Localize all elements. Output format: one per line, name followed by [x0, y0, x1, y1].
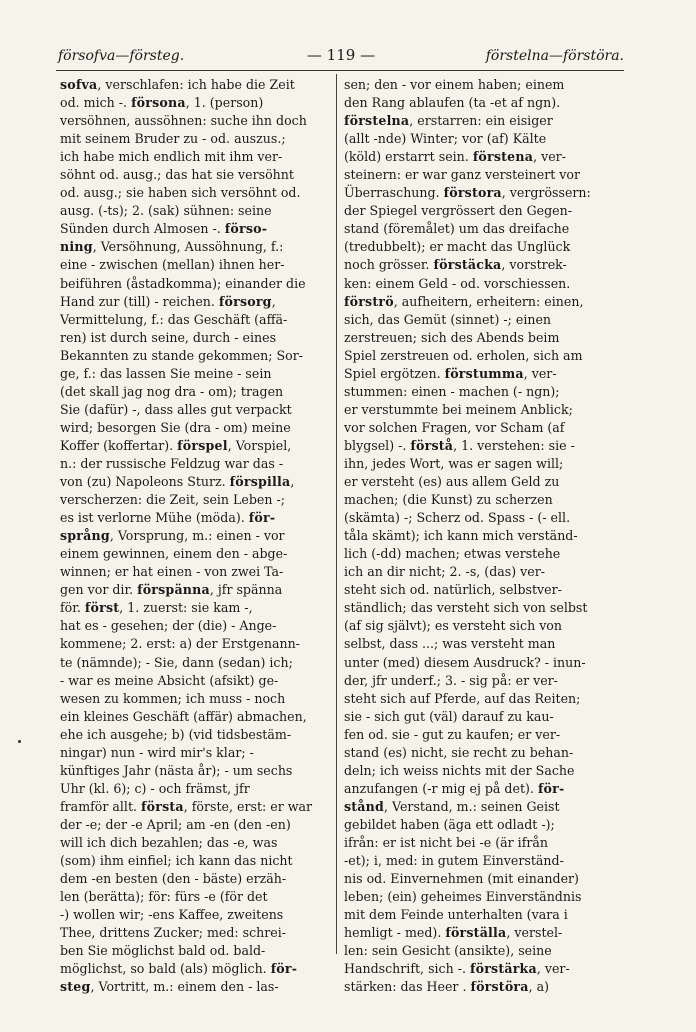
header-left-guideword: försofva—försteg.	[58, 48, 185, 64]
header-right-guideword: förstelna—förstöra.	[485, 48, 624, 64]
dictionary-line: Überraschung. förstora, vergrössern:	[344, 185, 591, 201]
dictionary-line: stummen: einen - machen (- ngn);	[344, 383, 560, 399]
right-column	[344, 76, 614, 996]
dictionary-line: ge, f.: das lassen Sie meine - sein	[60, 365, 272, 381]
dictionary-line: Vermittelung, f.: das Geschäft (affä-	[60, 311, 288, 327]
dictionary-line: ihn, jedes Wort, was er sagen will;	[344, 455, 564, 471]
left-column	[60, 76, 330, 996]
dictionary-line: ehe ich ausgehe; b) (vid tidsbestäm-	[60, 726, 292, 742]
dictionary-line: stånd, Verstand, m.: seinen Geist	[344, 798, 560, 814]
dictionary-line: n.: der russische Feldzug war das -	[60, 455, 284, 471]
dictionary-line: er verstummte bei meinem Anblick;	[344, 401, 573, 417]
dictionary-line: will ich dich bezahlen; das -e, was	[60, 834, 278, 850]
dictionary-line: (köld) erstarrt sein. förstena, ver-	[344, 149, 566, 165]
dictionary-line: (af sig självt); es versteht sich von	[344, 618, 563, 634]
dictionary-line: (allt -nde) Winter; vor (af) Kälte	[344, 131, 547, 147]
dictionary-line: wird; besorgen Sie (dra - om) meine	[60, 419, 291, 435]
dictionary-line: fen od. sie - gut zu kaufen; er ver-	[344, 726, 561, 742]
dictionary-line: ein kleines Geschäft (affär) abmachen,	[60, 708, 307, 724]
dictionary-line: språng, Vorsprung, m.: einen - vor	[60, 528, 285, 544]
dictionary-line: beiführen (åstadkomma); einander die	[60, 275, 306, 291]
dictionary-line: Sünden durch Almosen -. förso-	[60, 221, 268, 237]
dictionary-line: selbst, dass ...; was versteht man	[344, 636, 556, 652]
dictionary-line: winnen; er hat einen - von zwei Ta-	[60, 564, 284, 580]
dictionary-line: ifrån: er ist nicht bei -e (är ifrån	[344, 834, 549, 850]
dictionary-line: noch grösser. förstäcka, vorstrek-	[344, 257, 567, 273]
dictionary-line: söhnt od. ausg.; das hat sie versöhnt	[60, 167, 294, 183]
dictionary-line: nis od. Einvernehmen (mit einander)	[344, 871, 579, 887]
dictionary-line: för. först, 1. zuerst: sie kam -,	[60, 600, 253, 616]
dictionary-line: der Spiegel vergrössert den Gegen-	[344, 203, 572, 219]
dictionary-line: Hand zur (till) - reichen. försorg,	[60, 293, 276, 309]
dictionary-line: lich (-dd) machen; etwas verstehe	[344, 546, 561, 562]
dictionary-line: steht sich auf Pferde, auf das Reiten;	[344, 690, 581, 706]
dictionary-line: -) wollen wir; -ens Kaffee, zweitens	[60, 907, 284, 923]
page-number: — 119 —	[306, 46, 376, 64]
dictionary-line: sofva, verschlafen: ich habe die Zeit	[60, 77, 295, 92]
dictionary-line: ben Sie möglichst bald od. bald-	[60, 943, 266, 959]
dictionary-line: framför allt. första, förste, erst: er war	[60, 798, 313, 814]
dictionary-line: mit dem Feinde unterhalten (vara i	[344, 907, 568, 923]
dictionary-line: machen; (die Kunst) zu scherzen	[344, 492, 553, 508]
dictionary-line: len: sein Gesicht (ansikte), seine	[344, 943, 552, 959]
dictionary-line: steht sich od. natürlich, selbstver-	[344, 582, 562, 598]
dictionary-line: len (berätta); för: fürs -e (för det	[60, 889, 268, 905]
dictionary-line: blygsel) -. förstå, 1. verstehen: sie -	[344, 437, 575, 453]
dictionary-line: eine - zwischen (mellan) ihnen her-	[60, 257, 285, 273]
dictionary-line: hemligt - med). förställa, verstel-	[344, 925, 563, 941]
page-header	[58, 46, 624, 68]
header-rule	[56, 70, 624, 71]
dictionary-line: stärken: das Heer . förstöra, a)	[344, 979, 550, 995]
dictionary-line: tåla skämt); ich kann mich verständ-	[344, 528, 578, 544]
dictionary-line: stand (es) nicht, sie recht zu behan-	[344, 744, 574, 760]
dictionary-line: te (nämnde); - Sie, dann (sedan) ich;	[60, 654, 293, 670]
dictionary-line: Uhr (kl. 6); c) - och främst, jfr	[60, 780, 250, 796]
dictionary-line: Spiel ergötzen. förstumma, ver-	[344, 365, 557, 381]
dictionary-line: Handschrift, sich -. förstärka, ver-	[344, 961, 570, 977]
dictionary-line: (tredubbelt); er macht das Unglück	[344, 239, 571, 255]
dictionary-line: den Rang ablaufen (ta -et af ngn).	[344, 95, 561, 111]
dictionary-line: steg, Vortritt, m.: einem den - las-	[60, 979, 279, 995]
dictionary-line: ken: einem Geld - od. vorschiessen.	[344, 275, 571, 291]
dictionary-line: förstelna, erstarren: ein eisiger	[344, 113, 553, 129]
dictionary-line: förströ, aufheitern, erheitern: einen,	[344, 293, 584, 309]
dictionary-line: Bekannten zu stande gekommen; Sor-	[60, 347, 304, 363]
dictionary-line: einem gewinnen, einem den - abge-	[60, 546, 288, 562]
dictionary-line: Thee, drittens Zucker; med: schrei-	[60, 925, 287, 941]
dictionary-line: kommene; 2. erst: a) der Erstgenann-	[60, 636, 300, 652]
dictionary-line: zerstreuen; sich des Abends beim	[344, 329, 560, 345]
dictionary-line: Koffer (koffertar). förspel, Vorspiel,	[60, 437, 292, 453]
dictionary-line: leben; (ein) geheimes Einverständnis	[344, 889, 582, 905]
dictionary-line: mit seinem Bruder zu - od. auszus.;	[60, 131, 286, 147]
dictionary-line: vor solchen Fragen, vor Scham (af	[344, 419, 565, 435]
dictionary-line: Sie (dafür) -, dass alles gut verpackt	[60, 401, 292, 417]
dictionary-line: ich habe mich endlich mit ihm ver-	[60, 149, 283, 165]
dictionary-line: stand (föremålet) um das dreifache	[344, 221, 570, 237]
dictionary-line: es ist verlorne Mühe (möda). för-	[60, 510, 276, 526]
dictionary-line: sie - sich gut (väl) darauf zu kau-	[344, 708, 554, 724]
dictionary-line: hat es - gesehen; der (die) - Ange-	[60, 618, 277, 634]
dictionary-line: ningar) nun - wird mir's klar; -	[60, 744, 254, 760]
dictionary-line: Spiel zerstreuen od. erholen, sich am	[344, 347, 583, 363]
dictionary-line: künftiges Jahr (nästa år); - um sechs	[60, 762, 293, 778]
dictionary-line: -et); i, med: in gutem Einverständ-	[344, 853, 564, 869]
dictionary-line: ren) ist durch seine, durch - eines	[60, 329, 277, 345]
dictionary-line: ich an dir nicht; 2. -s, (das) ver-	[344, 564, 545, 580]
dictionary-line: gen vor dir. förspänna, jfr spänna	[60, 582, 283, 598]
dictionary-line: er versteht (es) aus allem Geld zu	[344, 474, 560, 490]
dictionary-line: verscherzen: die Zeit, sein Leben -;	[60, 492, 285, 508]
dictionary-line: gebildet haben (äga ett odladt -);	[344, 816, 555, 832]
margin-mark	[18, 740, 21, 743]
dictionary-line: (skämta) -; Scherz od. Spass - (- ell.	[344, 510, 571, 526]
dictionary-line: (det skall jag nog dra - om); tragen	[60, 383, 284, 399]
dictionary-line: deln; ich weiss nichts mit der Sache	[344, 762, 575, 778]
dictionary-line: dem -en besten (den - bäste) erzäh-	[60, 871, 287, 887]
column-divider	[336, 74, 337, 954]
dictionary-line: ning, Versöhnung, Aussöhnung, f.:	[60, 239, 284, 255]
dictionary-line: versöhnen, aussöhnen: suche ihn doch	[60, 113, 307, 129]
dictionary-line: ständlich; das versteht sich von selbst	[344, 600, 588, 616]
dictionary-line: von (zu) Napoleons Sturz. förspilla,	[60, 474, 295, 490]
dictionary-line: der, jfr underf.; 3. - sig på: er ver-	[344, 672, 558, 688]
dictionary-line: unter (med) diesem Ausdruck? - inun-	[344, 654, 586, 670]
dictionary-line: wesen zu kommen; ich muss - noch	[60, 690, 286, 706]
dictionary-line: od. mich -. försona, 1. (person)	[60, 95, 264, 111]
dictionary-line: sich, das Gemüt (sinnet) -; einen	[344, 311, 552, 327]
dictionary-line: möglichst, so bald (als) möglich. för-	[60, 961, 298, 977]
dictionary-line: steinern: er war ganz versteinert vor	[344, 167, 581, 183]
dictionary-line: sen; den - vor einem haben; einem	[344, 77, 565, 92]
dictionary-line: der -e; der -e April; am -en (den -en)	[60, 816, 291, 832]
dictionary-line: - war es meine Absicht (afsikt) ge-	[60, 672, 279, 688]
dictionary-line: (som) ihm einfiel; ich kann das nicht	[60, 853, 293, 869]
dictionary-line: od. ausg.; sie haben sich versöhnt od.	[60, 185, 301, 201]
dictionary-line: ausg. (-ts); 2. (sak) sühnen: seine	[60, 203, 272, 219]
dictionary-line: anzufangen (-r mig ej på det). för-	[344, 780, 565, 796]
